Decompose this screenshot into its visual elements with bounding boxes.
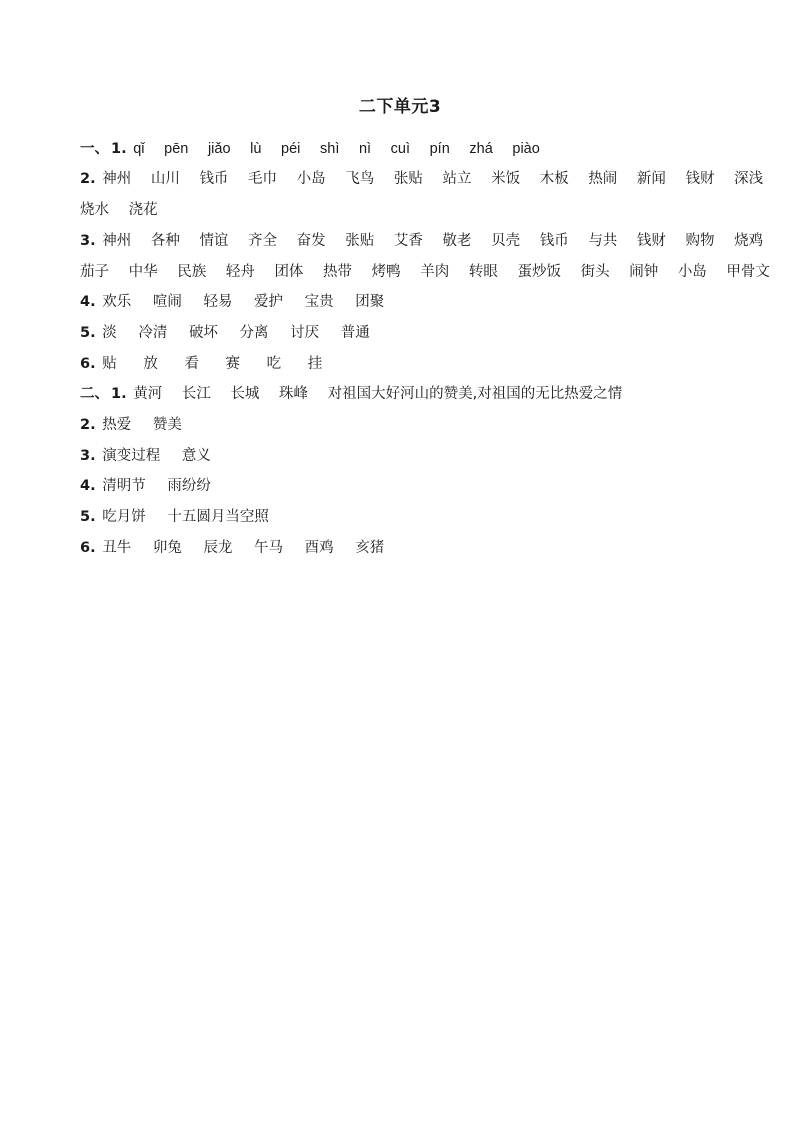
answer-1-2 (80, 169, 778, 189)
word-answer: 爱护 (254, 294, 284, 310)
answer-1-3-cont (80, 262, 785, 282)
word-answer: 钱币 (199, 171, 229, 187)
word-answer: 转眼 (468, 264, 498, 280)
word-answer: 新闻 (636, 171, 666, 187)
pinyin-answer: qǐ (133, 141, 145, 157)
word-answer: 赛 (225, 356, 241, 372)
answer-2-3 (80, 446, 228, 466)
word-answer: 钱币 (539, 233, 569, 249)
word-answer: 贝壳 (491, 233, 521, 249)
word-answer: 轻舟 (225, 264, 255, 280)
word-answer: 钱财 (685, 171, 715, 187)
word-answer: 蛋炒饭 (517, 264, 561, 280)
word-answer: 木板 (539, 171, 569, 187)
word-answer: 热带 (323, 264, 353, 280)
word-answer: 亥猪 (355, 540, 385, 556)
word-answer: 黄河 (133, 386, 163, 402)
pinyin-answer: cuì (390, 141, 410, 157)
word-answer: 放 (143, 356, 158, 372)
answer-1-5 (80, 323, 387, 343)
word-answer: 看 (184, 356, 199, 372)
word-answer: 购物 (685, 233, 715, 249)
word-answer: 张贴 (345, 233, 375, 249)
word-answer: 午马 (254, 540, 284, 556)
word-answer: 吃月饼 (102, 509, 146, 525)
word-answer: 普通 (340, 325, 370, 341)
word-answer: 街头 (580, 264, 610, 280)
word-answer: 钱财 (636, 233, 666, 249)
word-answer: 长城 (230, 386, 260, 402)
word-answer: 烧鸡 (734, 233, 764, 249)
question-number: 3. (80, 233, 96, 249)
word-answer: 烧水 (80, 202, 109, 218)
word-answer: 团体 (274, 264, 304, 280)
word-answer: 宝贵 (304, 294, 334, 310)
word-answer: 各种 (150, 233, 180, 249)
pinyin-answer: lù (250, 141, 262, 157)
word-answer: 淡 (102, 325, 117, 341)
word-answer: 浇花 (128, 202, 158, 218)
word-answer: 吃 (266, 356, 282, 372)
word-answer: 破坏 (188, 325, 218, 341)
pinyin-answer: nì (358, 141, 372, 157)
section-marker-1: 一、 (80, 141, 109, 157)
word-answer: 神州 (102, 233, 132, 249)
word-answer: 张贴 (393, 171, 423, 187)
word-answer: 演变过程 (102, 448, 161, 464)
answer-2-6 (80, 538, 401, 558)
word-answer: 羊肉 (420, 264, 450, 280)
pinyin-answer: piào (512, 141, 540, 157)
word-answer: 站立 (442, 171, 472, 187)
answer-1-3 (80, 231, 778, 251)
word-answer: 甲骨文 (726, 264, 770, 280)
word-answer: 烤鸭 (371, 264, 401, 280)
answer-1-6 (80, 354, 344, 374)
pinyin-answer: shì (320, 141, 340, 157)
word-answer: 热闹 (588, 171, 618, 187)
pinyin-answer: zhá (469, 141, 493, 157)
word-answer: 敬老 (442, 233, 472, 249)
answer-1-4 (80, 292, 401, 312)
word-answer: 毛巾 (248, 171, 278, 187)
word-answer: 与共 (588, 233, 618, 249)
answer-1-1 (80, 139, 555, 159)
word-answer: 小岛 (296, 171, 326, 187)
word-answer: 奋发 (296, 233, 326, 249)
word-answer: 情谊 (199, 233, 229, 249)
word-answer: 山川 (150, 171, 180, 187)
word-answer: 欢乐 (102, 294, 132, 310)
word-answer: 酉鸡 (304, 540, 334, 556)
word-answer: 闹钟 (629, 264, 659, 280)
word-answer: 深浅 (734, 171, 764, 187)
answer-2-1 (80, 384, 637, 404)
word-answer: 喧闹 (152, 294, 182, 310)
question-number: 1. (111, 386, 127, 402)
word-answer: 挂 (307, 356, 323, 372)
answer-2-2 (80, 415, 199, 435)
word-answer: 艾香 (393, 233, 423, 249)
page-title: 二下单元3 (358, 97, 442, 117)
question-number: 6. (80, 540, 96, 556)
answer-2-5 (80, 507, 286, 527)
sentence-answer: 对祖国大好河山的赞美,对祖国的无比热爱之情 (327, 386, 623, 402)
word-answer: 辰龙 (203, 540, 233, 556)
question-number: 4. (80, 478, 96, 494)
word-answer: 轻易 (203, 294, 233, 310)
word-answer: 冷清 (138, 325, 168, 341)
pinyin-answer: jiǎo (207, 141, 231, 157)
word-answer: 团聚 (355, 294, 385, 310)
word-answer: 热爱 (102, 417, 132, 433)
question-number: 6. (80, 356, 96, 372)
question-number: 5. (80, 509, 96, 525)
question-number: 2. (80, 171, 96, 187)
pinyin-answer: péi (281, 141, 301, 157)
word-answer: 小岛 (677, 264, 707, 280)
word-answer: 中华 (128, 264, 158, 280)
word-answer: 十五圆月当空照 (167, 509, 269, 525)
answer-1-2-cont (80, 200, 173, 220)
word-answer: 神州 (102, 171, 132, 187)
question-number: 1. (111, 141, 127, 157)
answer-2-4 (80, 476, 228, 496)
word-answer: 卯兔 (152, 540, 182, 556)
question-number: 4. (80, 294, 96, 310)
word-answer: 赞美 (152, 417, 182, 433)
word-answer: 雨纷纷 (167, 478, 211, 494)
question-number: 5. (80, 325, 96, 341)
question-number: 2. (80, 417, 96, 433)
word-answer: 长江 (181, 386, 211, 402)
word-answer: 分离 (239, 325, 269, 341)
pinyin-answer: pēn (164, 141, 189, 157)
word-answer: 齐全 (248, 233, 278, 249)
word-answer: 贴 (102, 356, 117, 372)
word-answer: 米饭 (491, 171, 521, 187)
word-answer: 飞鸟 (345, 171, 375, 187)
word-answer: 珠峰 (279, 386, 309, 402)
pinyin-answer: pín (429, 141, 450, 157)
word-answer: 意义 (181, 448, 211, 464)
word-answer: 清明节 (102, 478, 146, 494)
section-marker-2: 二、 (80, 386, 109, 402)
word-answer: 丑牛 (102, 540, 132, 556)
word-answer: 讨厌 (290, 325, 320, 341)
word-answer: 茄子 (80, 264, 109, 280)
question-number: 3. (80, 448, 96, 464)
word-answer: 民族 (177, 264, 207, 280)
